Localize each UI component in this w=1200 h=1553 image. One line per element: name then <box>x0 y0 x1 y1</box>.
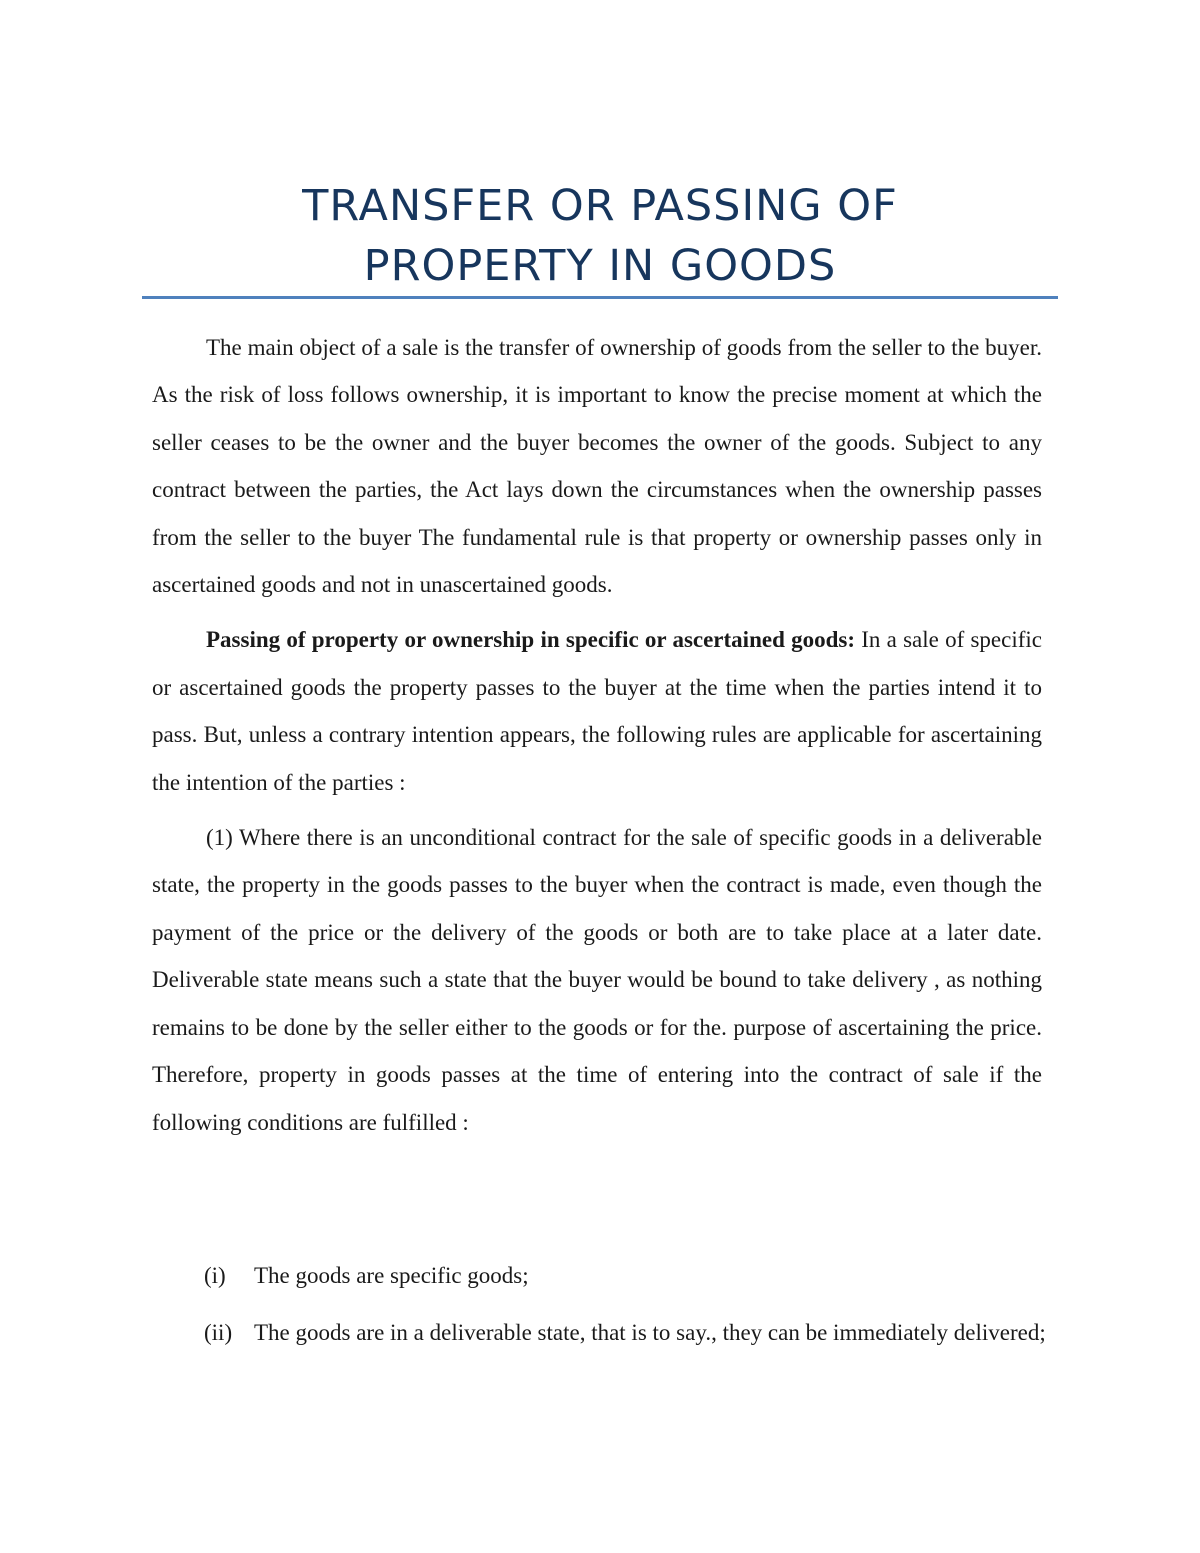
list-item <box>204 1252 1060 1299</box>
title-line-2: PROPERTY IN GOODS <box>363 241 837 291</box>
document-title <box>142 176 1058 296</box>
intro-paragraph: The main object of a sale is the transfer of ownership of goods from the seller to the buyer. As the risk of loss follows ownership, it is important to know the precise moment at which the seller ceases to be the owner and the buyer becomes the owner of the goods. Subject to any contract between the parties, the Act lays down the circumstances when the ownership passes from the seller to the buyer The fundamental rule is that property or ownership passes only in ascertained goods and not in unascertained goods. <box>152 335 1042 598</box>
list-item <box>204 1309 1060 1356</box>
list-item-text: The goods are in a deliverable state, that is to say., they can be immediately delivered; <box>254 1320 1046 1346</box>
paragraph-heading: Passing of property or ownership in specific or ascertained goods: <box>206 627 855 653</box>
list-item-number: (ii) <box>204 1320 233 1346</box>
rule-1-paragraph <box>152 814 1042 1146</box>
list-item-number: (i) <box>204 1263 226 1288</box>
rule-1-text: Where there is an unconditional contract for the sale of specific goods in a deliverable state, the property in the goods passes to the buyer when the contract is made, even though the payment of the price or the delivery of the goods or both are to take place at a later date. Deliverable state means such a state that the buyer would be bound to take delivery , as nothing remains to be done by the seller either to the goods or for the. purpose of ascertaining the price. Therefore, property in goods passes at the time of entering into the contract of sale if the following conditions are fulfilled : <box>152 825 1043 1135</box>
title-line-1: TRANSFER OR PASSING OF <box>302 181 898 231</box>
paragraph-body: In a sale of specific or ascertained goods the property passes to the buyer at the time when the parties intend it to pass. But, unless a contrary intention appears, the following rules are applicable for ascertaining the intention of the parties : <box>152 627 1042 795</box>
rule-1-number: (1) <box>206 825 233 851</box>
list-item-text: The goods are specific goods; <box>254 1263 529 1288</box>
title-underline-rule <box>142 296 1058 299</box>
document-body <box>152 324 1042 1154</box>
specific-goods-paragraph <box>152 616 1042 806</box>
conditions-list <box>204 1252 1060 1367</box>
